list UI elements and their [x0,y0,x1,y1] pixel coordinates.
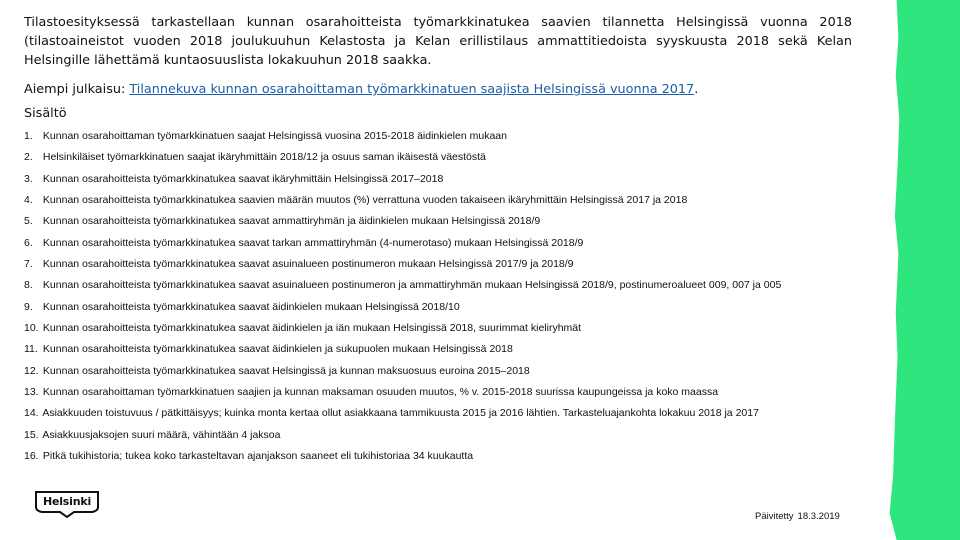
toc-item-text: Kunnan osarahoitteista työmarkkinatukea saavat äidinkielen ja sukupuolen mukaan Helsingissä 2018 [42,343,513,356]
toc-item-number: 4. [24,194,33,207]
toc-item-number: 9. [24,300,33,313]
toc-item-number: 10. [24,322,39,335]
toc-item [24,275,852,296]
toc-item-text: Kunnan osarahoitteista työmarkkinatukea saavat äidinkielen ja iän mukaan Helsingissä 2018, suurimmat kieliryhmät [42,322,582,335]
toc-item-text: Pitkä tukihistoria; tukea koko tarkasteltavan ajanjakson saaneet eli tukihistoriaa 34 kuukautta [42,450,474,463]
toc-item-number: 13. [24,386,39,399]
toc-item [24,318,852,339]
toc-item-text: Kunnan osarahoitteista työmarkkinatukea saavat äidinkielen mukaan Helsingissä 2018/10 [42,300,460,313]
updated-label: Päivitetty [755,511,794,522]
toc-item-number: 14. [24,407,39,420]
intro-paragraph: Tilastoesityksessä tarkastellaan kunnan osarahoitteista työmarkkinatukea saavien tilannetta Helsingissä vuonna 2018 (tilastoaineistot vuoden 2018 joulukuuhun Kelastosta ja Kelan erillistilaus ammattitiedoista syyskuusta 2018 sekä Kelan Helsingille lähettämä kuntaosuuslista lokakuuhun 2018 saakka. [24,15,852,68]
toc-item-text: Kunnan osarahoitteista työmarkkinatukea saavat asuinalueen postinumeron ja ammattiryhmän mukaan Helsingissä 2018/9, postinumeroalueet 009, 007 ja 005 [42,279,782,292]
previous-publication-link[interactable]: Tilannekuva kunnan osarahoittaman työmarkkinatuen saajista Helsingissä vuonna 2017 [129,82,695,97]
toc-item [24,297,852,318]
toc-item-number: 8. [24,279,33,292]
toc-item [24,126,852,147]
toc-item [24,403,852,424]
toc-item [24,446,852,467]
table-of-contents [24,126,852,468]
toc-item-number: 16. [24,450,39,463]
toc-item [24,169,852,190]
toc-item-text: Kunnan osarahoitteista työmarkkinatukea saavat ikäryhmittäin Helsingissä 2017–2018 [42,172,444,185]
toc-item-number: 5. [24,215,33,228]
previous-publication-label: Aiempi julkaisu: [24,82,126,97]
toc-item-text: Kunnan osarahoitteista työmarkkinatukea saavat asuinalueen postinumeron mukaan Helsingissä 2017/9 ja 2018/9 [42,258,574,271]
toc-item-text: Asiakkuuden toistuvuus / pätkittäisyys; kuinka monta kertaa ollut asiakkaana tammikuusta 2015 ja 2016 lähtien. Tarkasteluajankohta lokakuu 2018 ja 2017 [42,407,759,420]
toc-item-number: 12. [24,364,39,377]
toc-item-text: Kunnan osarahoittaman työmarkkinatuen saajien ja kunnan maksaman osuuden muutos, % v. 2015-2018 suurissa kaupungeissa ja koko maassa [42,386,719,399]
toc-item [24,211,852,232]
toc-item-number: 2. [24,151,33,164]
helsinki-logo [34,490,100,518]
toc-item-number: 1. [24,130,33,142]
toc-item-number: 15. [24,428,39,441]
green-accent-bar [872,0,960,540]
toc-item-text: Asiakkuusjaksojen suuri määrä, vähintään 4 jaksoa [42,428,281,441]
toc-item [24,361,852,382]
toc-item [24,382,852,403]
toc-item-number: 6. [24,236,33,249]
contents-title: Sisältö [24,106,67,121]
toc-item-number: 11. [24,343,38,356]
logo-text: Helsinki [42,495,92,508]
toc-item-text: Kunnan osarahoittaman työmarkkinatuen saajat Helsingissä vuosina 2015-2018 äidinkielen mukaan [42,130,507,142]
toc-item [24,425,852,446]
toc-item-number: 7. [24,258,33,271]
toc-item-number: 3. [24,172,33,185]
previous-publication [24,80,852,99]
toc-item [24,339,852,360]
toc-item [24,254,852,275]
toc-item-text: Kunnan osarahoitteista työmarkkinatukea saavien määrän muutos (%) verrattuna vuoden takaiseen ikäryhmittäin Helsingissä 2017 ja 2018 [42,194,688,207]
toc-item [24,147,852,168]
toc-item-text: Helsinkiläiset työmarkkinatuen saajat ikäryhmittäin 2018/12 ja osuus saman ikäisestä väestöstä [42,151,486,164]
toc-item-text: Kunnan osarahoitteista työmarkkinatukea saavat tarkan ammattiryhmän (4-numerotaso) mukaan Helsingissä 2018/9 [42,236,584,249]
toc-item [24,190,852,211]
updated-date-value: 18.3.2019 [797,511,840,522]
updated-date [755,511,840,522]
toc-item [24,233,852,254]
previous-publication-suffix: . [694,82,699,97]
toc-item-text: Kunnan osarahoitteista työmarkkinatukea saavat ammattiryhmän ja äidinkielen mukaan Helsingissä 2018/9 [42,215,541,228]
toc-item-text: Kunnan osarahoitteista työmarkkinatukea saavat Helsingissä ja kunnan maksuosuus euroina 2015–2018 [42,364,530,377]
